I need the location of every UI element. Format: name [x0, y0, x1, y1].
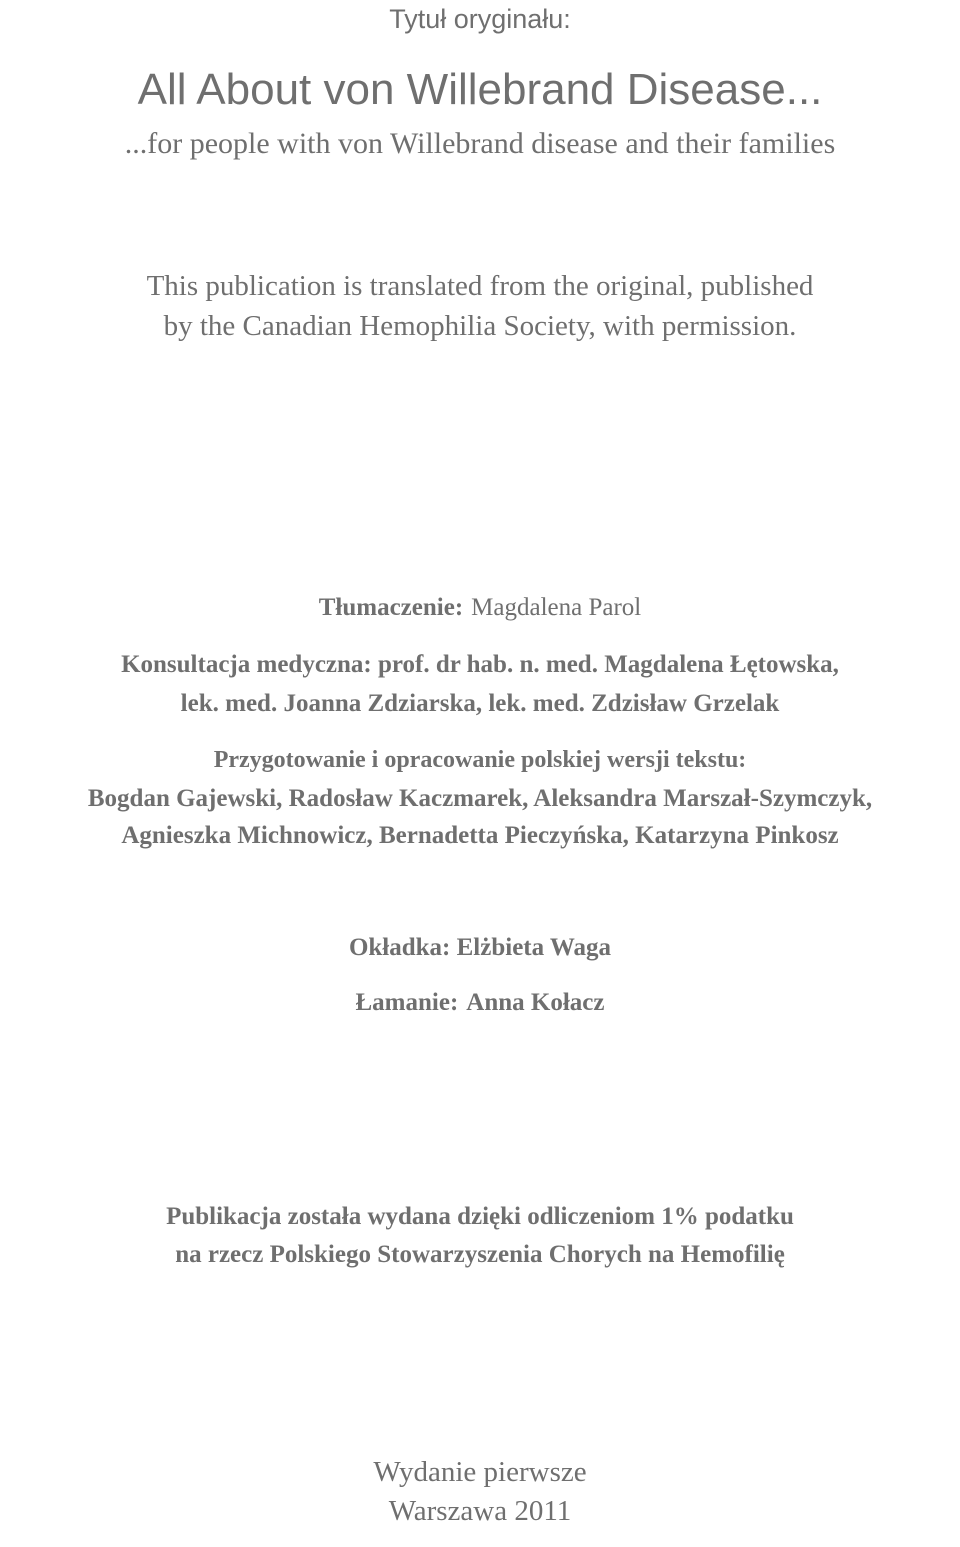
- preparation-line-1: Bogdan Gajewski, Radosław Kaczmarek, Aleksandra Marszał-Szymczyk,: [87, 785, 873, 812]
- cover-label: Okładka:: [348, 934, 451, 961]
- original-subtitle: ...for people with von Willebrand disease and their families: [124, 127, 836, 160]
- translation-note-line-2: by the Canadian Hemophilia Society, with permission.: [163, 310, 797, 342]
- preparation-label: Przygotowanie i opracowanie polskiej wersji tekstu:: [213, 747, 747, 773]
- layout-credit: [0, 990, 960, 1015]
- original-title-label: Tytuł oryginału:: [389, 4, 571, 34]
- translation-note-line-1: This publication is translated from the original, published: [146, 270, 814, 302]
- cover-name: Elżbieta Waga: [456, 934, 612, 961]
- funding-note-line-2: na rzecz Polskiego Stowarzyszenia Chorych na Hemofilię: [175, 1241, 785, 1268]
- translation-credit: [0, 595, 960, 620]
- translation-label: Tłumaczenie:: [318, 594, 464, 621]
- edition-place-year: Warszawa 2011: [388, 1495, 572, 1527]
- medical-consultation-line-2: lek. med. Joanna Zdziarska, lek. med. Zdzisław Grzelak: [180, 690, 780, 717]
- original-title: All About von Willebrand Disease...: [137, 65, 823, 114]
- medical-consultation-line-1: Konsultacja medyczna: prof. dr hab. n. med. Magdalena Łętowska,: [121, 651, 839, 678]
- translation-name: Magdalena Parol: [471, 594, 642, 621]
- cover-credit: [0, 935, 960, 960]
- layout-label: Łamanie:: [355, 989, 459, 1016]
- layout-name: Anna Kołacz: [466, 989, 605, 1016]
- funding-note-line-1: Publikacja została wydana dzięki odliczeniom 1% podatku: [166, 1203, 794, 1230]
- preparation-line-2: Agnieszka Michnowicz, Bernadetta Pieczyńska, Katarzyna Pinkosz: [121, 822, 839, 849]
- edition-text: Wydanie pierwsze: [373, 1456, 587, 1488]
